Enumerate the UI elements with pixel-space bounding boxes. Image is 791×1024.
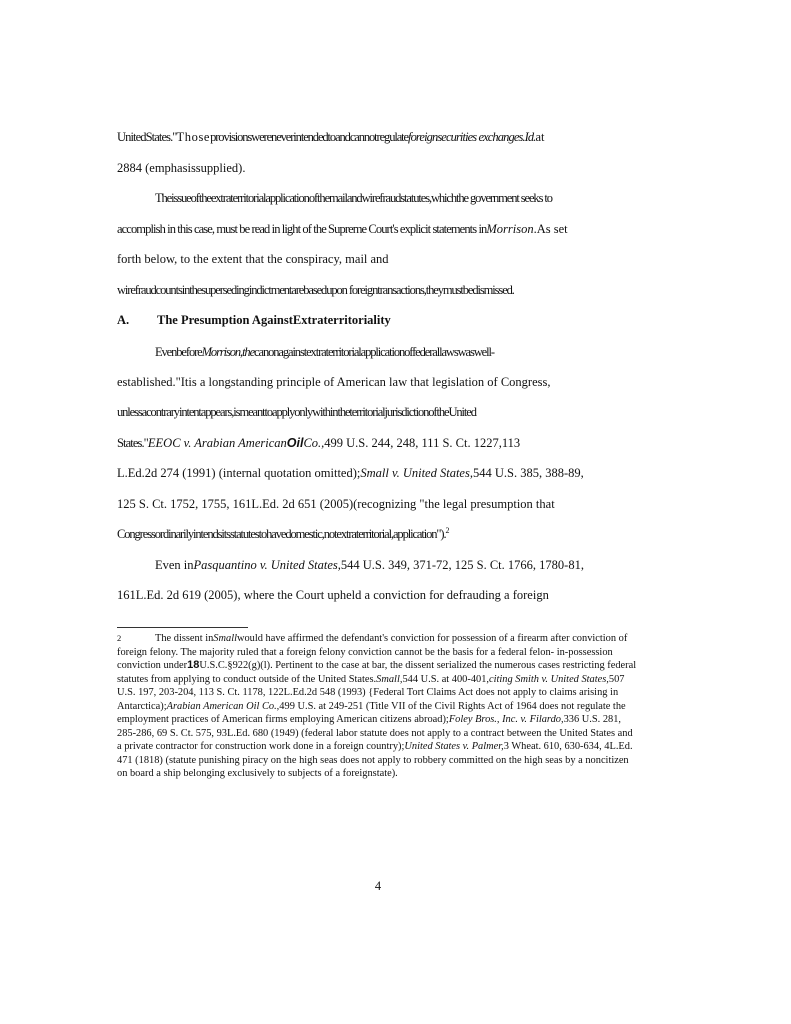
body-line-6 <box>117 282 677 298</box>
text-span: Even in <box>155 558 194 572</box>
body-line-2 <box>117 160 677 176</box>
case-citation: Co., <box>303 436 325 450</box>
body-line-1 <box>117 129 677 145</box>
case-citation: Small v. United States, <box>360 466 473 480</box>
text-span: U.S.C.§922(g)(l). Pertinent to the case at bar, the dissent serialized the numerous cases restricting federal statutes from applying to conduct outside of the United States. <box>117 660 637 685</box>
case-citation: EEOC v. Arabian American <box>147 436 287 450</box>
body-line-5 <box>117 251 677 267</box>
case-citation: Pasquantino v. United States, <box>193 558 341 572</box>
text-span: 18 <box>187 659 200 671</box>
body-line-10 <box>117 435 677 451</box>
case-citation: Arabian American Oil Co., <box>166 700 280 712</box>
page-number: 4 <box>374 879 382 893</box>
text-span: established."Itis a longstanding principle of American law that legislation of Congress, <box>117 375 551 389</box>
body-line-11 <box>117 465 677 481</box>
section-heading <box>117 313 391 328</box>
case-citation: citing Smith v. United States, <box>489 673 609 685</box>
body-line-7 <box>155 344 715 360</box>
text-span: 544 U.S. at 400-401, <box>402 673 490 685</box>
text-span: wirefraudcountsinthesupersedingindictmentarebasedupon foreigntransactions,theymustbedismissed. <box>117 283 514 297</box>
case-citation: Small, <box>376 673 403 685</box>
text-span: Evenbefore <box>155 345 202 359</box>
text-span: 125 S. Ct. 1752, 1755, 161L.Ed. 2d 651 (2005)(recognizing "the legal presumption that <box>117 497 555 511</box>
case-citation: Oil <box>286 436 304 450</box>
body-line-4 <box>117 221 677 237</box>
body-line-15 <box>117 587 677 603</box>
text-span: L.Ed.2d 274 (1991) (internal quotation omitted); <box>117 466 361 480</box>
text-span: 544 U.S. 385, 388-89, <box>472 466 584 480</box>
text-span: 544 U.S. 349, 371-72, 125 S. Ct. 1766, 1780-81, <box>340 558 584 572</box>
case-citation: Morrison <box>486 222 534 236</box>
text-span: 507 U.S. 197, 203-204, 113 S. Ct. 1178, 122L.Ed.2d 548 (1993) {Federal Tort Claims Act does not apply to claims arising in Antarctica); <box>117 673 625 712</box>
text-span: accomplish in this case, must be read in light of the Supreme Court's explicit statements in <box>117 222 487 236</box>
text-span: Theissueoftheextraterritorialapplicationofthemailandwirefraudstatutes,whichthe government seeks to <box>155 191 552 205</box>
text-span: Congressordinarilyintendsitsstatutestohavedomestic,notextraterritorial,application"). <box>117 527 446 541</box>
text-span: canonagainstextraterritorialapplicationoffederallawswaswell- <box>254 345 494 359</box>
footnote-reference[interactable]: 2 <box>445 525 450 535</box>
footnote-separator <box>117 627 248 628</box>
text-span: at <box>535 130 545 144</box>
text-span: forth below, to the extent that the conspiracy, mail and <box>117 252 389 266</box>
text-span: 336 U.S. 281, 285-286, 69 S. Ct. 575, 93L.Ed. 680 (1949) (federal labor statute does not apply to a contract between the United States and a private contractor for construction work done in a foreign country); <box>117 714 633 752</box>
text-span: would have affirmed the defendant's conviction for possession of a firearm after conviction of foreign felony. The majority ruled that a foreign felony conviction cannot be the basis for a federal felon- in-possession conviction under <box>117 633 628 671</box>
text-span: .As set <box>533 222 568 236</box>
text-span: Those <box>176 130 211 144</box>
case-citation: United States v. Palmer, <box>404 741 504 752</box>
body-line-14 <box>155 557 715 573</box>
body-line-12 <box>117 496 677 512</box>
body-line-3 <box>155 190 715 206</box>
text-span: 2884 (emphasissupplied). <box>117 161 246 175</box>
case-citation: Morrison,the <box>201 345 255 359</box>
case-citation: Foley Bros., Inc. v. Filardo, <box>448 714 564 725</box>
footnote <box>117 632 637 781</box>
section-title: The Presumption AgainstExtraterritoriality <box>157 313 391 327</box>
text-span: unlessacontraryintentappears,ismeanttoapplyonlywithintheterritorialjurisdictionoftheUnited <box>117 405 476 419</box>
text-span: 3 Wheat. 610, 630-634, 4L.Ed. 471 (1818) (statute punishing piracy on the high seas does not apply to robbery committed on the high seas by a noncitizen on board a ship belonging exclusively to subjects of a foreignstate). <box>117 741 633 779</box>
body-line-13 <box>117 526 677 542</box>
text-span: 161L.Ed. 2d 619 (2005), where the Court upheld a conviction for defrauding a foreign <box>117 588 549 602</box>
text-span: 499 U.S. at 249-251 (Title VII of the Civil Rights Act of 1964 does not regulate the employment practices of American firms employing American citizens abroad); <box>117 700 626 725</box>
footnote-number: 2 <box>117 633 122 643</box>
case-citation: foreignsecurities exchanges.Id. <box>408 130 536 144</box>
text-span: The dissent in <box>155 633 214 644</box>
body-line-9 <box>117 404 677 420</box>
text-span: 499 U.S. 244, 248, 111 S. Ct. 1227,113 <box>324 436 521 450</box>
text-span: provisionswereneverintendedtoandcannotregulate <box>210 130 408 144</box>
text-span: UnitedStates." <box>117 130 177 144</box>
case-citation: Small <box>213 633 237 644</box>
text-span: States." <box>117 436 148 450</box>
section-letter: A. <box>117 313 130 327</box>
body-line-8 <box>117 374 677 390</box>
